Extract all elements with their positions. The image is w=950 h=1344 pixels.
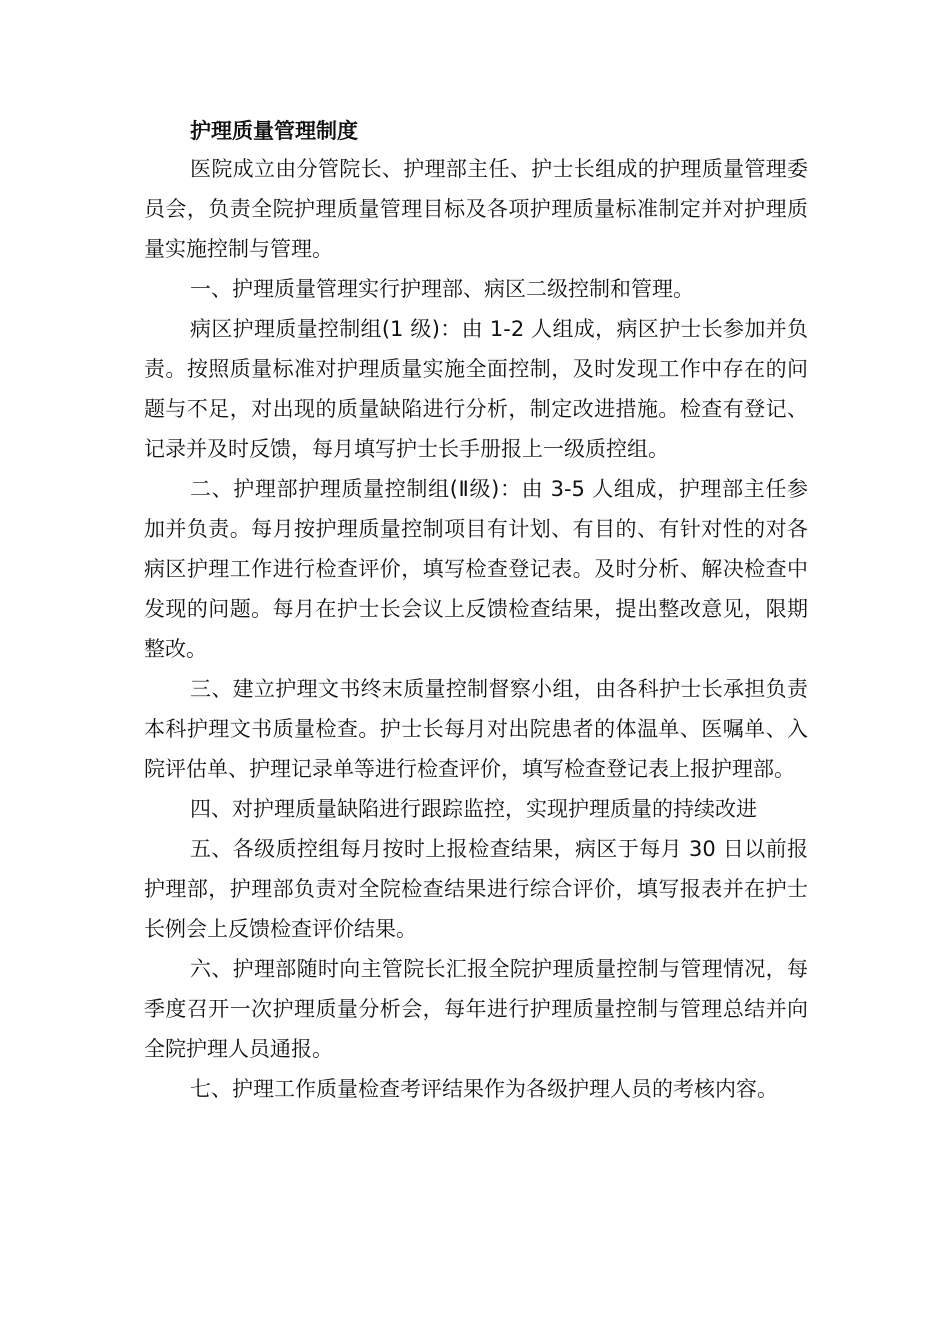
paragraph-item-5: 五、各级质控组每月按时上报检查结果，病区于每月 30 日以前报护理部，护理部负责对全院检查结果进行综合评价，填写报表并在护士长例会上反馈检查评价结果。 xyxy=(144,837,808,941)
paragraph-level-1-group: 病区护理质量控制组(1 级)：由 1-2 人组成，病区护士长参加并负责。按照质量标准对护理质量实施全面控制，及时发现工作中存在的问题与不足，对出现的质量缺陷进行分析，制定改进措施。检查有登记、记录并及时反馈，每月填写护士长手册报上一级质控组。 xyxy=(144,317,808,461)
paragraph-item-2: 二、护理部护理质量控制组(Ⅱ级)：由 3-5 人组成，护理部主任参加并负责。每月按护理质量控制项目有计划、有目的、有针对性的对各病区护理工作进行检查评价，填写检查登记表。及时分析、解决检查中发现的问题。每月在护士长会议上反馈检查结果，提出整改意见，限期整改。 xyxy=(144,477,808,661)
paragraph-intro: 医院成立由分管院长、护理部主任、护士长组成的护理质量管理委员会，负责全院护理质量管理目标及各项护理质量标准制定并对护理质量实施控制与管理。 xyxy=(144,157,808,261)
paragraph-item-1: 一、护理质量管理实行护理部、病区二级控制和管理。 xyxy=(190,277,694,301)
document-title: 护理质量管理制度 xyxy=(190,119,358,143)
paragraph-item-7: 七、护理工作质量检查考评结果作为各级护理人员的考核内容。 xyxy=(190,1077,778,1101)
paragraph-item-4: 四、对护理质量缺陷进行跟踪监控，实现护理质量的持续改进 xyxy=(190,797,757,821)
document-body xyxy=(144,113,808,1109)
paragraph-item-3: 三、建立护理文书终末质量控制督察小组，由各科护士长承担负责本科护理文书质量检查。护士长每月对出院患者的体温单、医嘱单、入院评估单、护理记录单等进行检查评价，填写检查登记表上报护理部。 xyxy=(144,677,808,781)
paragraph-item-6: 六、护理部随时向主管院长汇报全院护理质量控制与管理情况，每季度召开一次护理质量分析会，每年进行护理质量控制与管理总结并向全院护理人员通报。 xyxy=(144,957,808,1061)
